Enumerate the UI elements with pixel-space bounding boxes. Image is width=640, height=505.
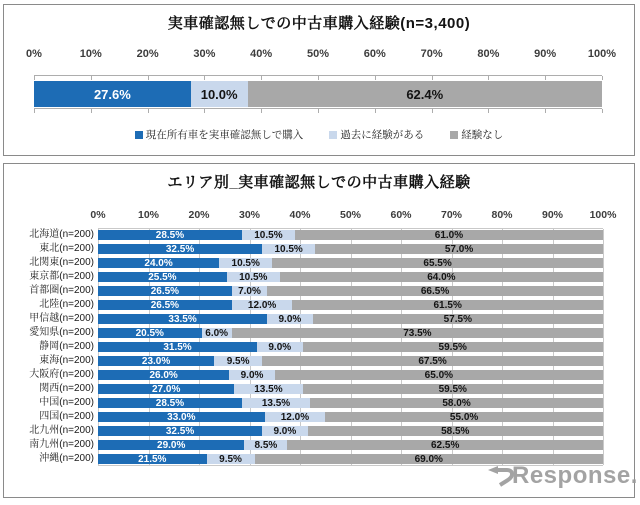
x-axis-tick-label: 80%	[491, 209, 513, 221]
bar-value-label: 33.0%	[167, 411, 196, 423]
category-label: 北九州(n=200)	[29, 425, 94, 436]
stacked-bar	[98, 356, 603, 366]
stacked-bar	[98, 230, 603, 240]
stacked-bar	[98, 328, 603, 338]
gridline	[603, 229, 604, 465]
bar-segment	[98, 342, 257, 352]
legend-swatch	[450, 131, 458, 139]
bar-segment	[98, 440, 244, 450]
legend-swatch	[329, 131, 337, 139]
category-label: 北関東(n=200)	[29, 257, 94, 268]
bar-value-label: 55.0%	[449, 411, 479, 423]
bar-segment	[98, 244, 262, 254]
bar-segment	[295, 230, 603, 240]
axis-tick-mark	[34, 76, 35, 80]
axis-tick-mark	[148, 76, 149, 80]
category-label: 静岡(n=200)	[39, 341, 94, 352]
x-axis-tick-label: 70%	[440, 209, 463, 221]
area-chart-panel	[3, 163, 635, 498]
bar-value-label: 58.5%	[441, 425, 470, 437]
category-label: 北海道(n=200)	[29, 229, 94, 240]
table-row	[98, 256, 603, 270]
category-label: 甲信越(n=200)	[29, 313, 94, 324]
bar-segment	[98, 370, 229, 380]
axis-tick-mark	[204, 76, 205, 80]
watermark-text: Response.	[512, 462, 638, 489]
category-label: 東北(n=200)	[39, 243, 94, 254]
bar-segment	[229, 370, 274, 380]
bar-value-label: 57.0%	[444, 243, 474, 255]
bar-value-label: 61.0%	[434, 229, 464, 241]
axis-tick-mark	[261, 76, 262, 80]
table-row	[98, 312, 603, 326]
legend-swatch	[135, 131, 143, 139]
bar-segment	[98, 398, 242, 408]
bar-value-label: 65.0%	[424, 369, 454, 381]
bar-value-label: 33.5%	[168, 313, 197, 325]
bar-segment	[275, 370, 603, 380]
bar-value-label: 7.0%	[238, 285, 261, 297]
bar-segment	[244, 440, 287, 450]
category-label: 南九州(n=200)	[29, 439, 94, 450]
x-axis-tick-label: 10%	[137, 209, 160, 221]
stacked-bar	[98, 398, 603, 408]
bar-segment	[98, 258, 219, 268]
category-label: 沖縄(n=200)	[39, 453, 94, 464]
table-row	[98, 424, 603, 438]
table-row	[98, 326, 603, 340]
bar-value-label: 21.5%	[138, 453, 167, 465]
bar-segment	[98, 272, 227, 282]
bar-segment	[227, 272, 280, 282]
x-axis-tick-label: 40%	[250, 48, 273, 60]
bar-segment	[265, 412, 326, 422]
bar-value-label: 28.5%	[155, 397, 185, 409]
bar-value-label: 23.0%	[141, 355, 171, 367]
bar-segment	[232, 328, 603, 338]
bar-segment	[262, 244, 315, 254]
axis-tick-mark	[488, 109, 489, 113]
category-label: 四国(n=200)	[39, 411, 94, 422]
category-label: 愛知県(n=200)	[29, 327, 94, 338]
stacked-bar	[98, 412, 603, 422]
bar-value-label: 9.0%	[278, 313, 302, 325]
axis-tick-mark	[148, 109, 149, 113]
stacked-bar	[98, 342, 603, 352]
axis-tick-mark	[545, 109, 546, 113]
axis-tick-mark	[204, 109, 205, 113]
category-label: 大阪府(n=200)	[29, 369, 94, 380]
bar-value-label: 10.5%	[239, 271, 268, 283]
axis-tick-mark	[91, 76, 92, 80]
bar-segment	[98, 356, 214, 366]
bar-value-label: 26.0%	[149, 369, 178, 381]
bar-segment	[98, 426, 262, 436]
category-axis	[4, 228, 94, 466]
x-axis-tick-label: 60%	[390, 209, 412, 221]
bar-segment	[191, 81, 248, 107]
table-row	[98, 396, 603, 410]
bar-value-label: 6.0%	[205, 327, 229, 339]
bar-segment	[280, 272, 603, 282]
bar-value-label: 32.5%	[165, 243, 195, 255]
stacked-bar	[98, 370, 603, 380]
stacked-bar	[98, 244, 603, 254]
table-row	[98, 284, 603, 298]
category-label: 北陸(n=200)	[39, 299, 94, 310]
bar-value-label: 29.0%	[157, 439, 186, 451]
bar-segment	[242, 398, 310, 408]
bar-segment	[310, 398, 603, 408]
bar-segment	[98, 300, 232, 310]
bar-value-label: 59.5%	[438, 383, 467, 395]
x-axis-tick-label: 40%	[289, 209, 311, 221]
bar-value-label: 27.0%	[151, 383, 181, 395]
axis-tick-mark	[34, 109, 35, 113]
x-axis-tick-label: 100%	[589, 209, 617, 221]
x-axis-tick-label: 20%	[136, 48, 159, 60]
table-row	[98, 340, 603, 354]
table-row	[98, 368, 603, 382]
legend-item	[329, 127, 424, 142]
x-axis-tick-label: 80%	[477, 48, 500, 60]
bar-value-label: 9.5%	[226, 355, 250, 367]
bar-value-label: 26.5%	[150, 299, 180, 311]
axis-line-top	[34, 75, 602, 76]
bar-value-label: 59.5%	[438, 341, 467, 353]
bar-segment	[207, 454, 255, 464]
axis-tick-mark	[602, 76, 603, 80]
overall-chart-title: 実車確認無しでの中古車購入経験(n=3,400)	[167, 15, 471, 32]
overall-chart-panel	[3, 4, 635, 156]
table-row	[98, 270, 603, 284]
legend-label: 現在所有車を実車確認無しで購入	[145, 129, 304, 141]
bar-segment	[242, 230, 295, 240]
bar-segment	[262, 426, 307, 436]
stacked-bar	[98, 440, 603, 450]
bar-value-label: 65.5%	[423, 257, 452, 269]
bar-value-label: 69.0%	[414, 453, 443, 465]
bar-value-label: 31.5%	[163, 341, 192, 353]
x-axis-tick-label: 60%	[363, 48, 386, 60]
category-label: 東海(n=200)	[39, 355, 94, 366]
x-axis-tick-label: 50%	[339, 209, 362, 221]
bar-segment	[287, 440, 603, 450]
bar-value-label: 58.0%	[442, 397, 471, 409]
bar-segment	[292, 300, 603, 310]
bar-segment	[219, 258, 272, 268]
legend-label: 経験なし	[461, 129, 504, 141]
bar-value-label: 9.0%	[240, 369, 264, 381]
table-row	[98, 382, 603, 396]
bar-segment	[315, 244, 603, 254]
bar-value-label: 25.5%	[148, 271, 177, 283]
bar-value-label: 10.5%	[274, 243, 303, 255]
bar-segment	[214, 356, 262, 366]
bar-segment	[98, 314, 267, 324]
category-label: 中国(n=200)	[39, 397, 94, 408]
x-axis-tick-label: 90%	[541, 209, 564, 221]
bar-value-label: 10.5%	[231, 257, 260, 269]
bar-segment	[262, 356, 603, 366]
x-axis-labels	[26, 48, 617, 61]
x-axis-tick-label: 0%	[90, 209, 106, 221]
bar-segment	[303, 384, 603, 394]
bar-segment	[303, 342, 603, 352]
bar-value-label: 32.5%	[165, 425, 195, 437]
bar-value-label: 57.5%	[443, 313, 472, 325]
stacked-bar	[98, 272, 603, 282]
stacked-bar	[98, 384, 603, 394]
bar-value-label: 13.5%	[254, 383, 283, 395]
stacked-bar	[98, 426, 603, 436]
bar-segment	[257, 342, 302, 352]
bar-segment	[308, 426, 603, 436]
axis-line-bottom	[34, 108, 602, 109]
table-row	[98, 242, 603, 256]
bar-segment	[232, 300, 293, 310]
bar-segment	[98, 230, 242, 240]
axis-tick-mark	[91, 109, 92, 113]
bar-value-label: 8.5%	[254, 439, 278, 451]
bar-value-label: 12.0%	[247, 299, 277, 311]
bar-segment	[234, 384, 302, 394]
x-axis-labels	[90, 209, 617, 222]
bar-value-label: 62.4%	[406, 86, 444, 102]
axis-tick-mark	[375, 76, 376, 80]
response-watermark	[486, 462, 638, 490]
category-label: 首都圏(n=200)	[29, 285, 94, 296]
bar-segment	[98, 328, 202, 338]
bar-value-label: 9.0%	[268, 341, 292, 353]
bar-value-label: 28.5%	[155, 229, 185, 241]
legend-label: 過去に経験がある	[340, 129, 425, 141]
bar-value-label: 64.0%	[427, 271, 456, 283]
legend	[4, 127, 634, 142]
x-axis-tick-label: 90%	[534, 48, 557, 60]
axis-tick-mark	[375, 109, 376, 113]
area-chart-title: エリア別_実車確認無しでの中古車購入経験	[167, 174, 471, 191]
bar-value-label: 67.5%	[418, 355, 447, 367]
x-axis-tick-label: 30%	[238, 209, 261, 221]
axis-tick-mark	[432, 109, 433, 113]
stacked-bar-rows	[98, 228, 603, 466]
bar-segment	[34, 81, 191, 107]
x-axis-tick-label: 50%	[306, 48, 330, 60]
bar-segment	[98, 412, 265, 422]
stacked-bar	[98, 314, 603, 324]
category-label: 関西(n=200)	[39, 383, 94, 394]
bar-value-label: 24.0%	[144, 257, 173, 269]
stacked-bar	[98, 286, 603, 296]
category-label: 東京都(n=200)	[29, 271, 94, 282]
stacked-bar	[98, 300, 603, 310]
table-row	[98, 298, 603, 312]
legend-item	[135, 127, 304, 142]
bar-value-label: 9.5%	[219, 453, 242, 465]
bar-value-label: 10.5%	[254, 229, 283, 241]
bar-segment	[202, 328, 232, 338]
bar-segment	[272, 258, 603, 268]
axis-tick-mark	[318, 76, 319, 80]
stacked-bar	[98, 258, 603, 268]
bar-segment	[325, 412, 603, 422]
bar-segment	[98, 286, 232, 296]
table-row	[98, 438, 603, 452]
bar-segment	[267, 286, 603, 296]
bar-value-label: 66.5%	[420, 285, 450, 297]
axis-tick-mark	[261, 109, 262, 113]
table-row	[98, 354, 603, 368]
bar-value-label: 12.0%	[280, 411, 310, 423]
bar-value-label: 10.0%	[200, 86, 238, 102]
overall-stacked-bar	[34, 81, 602, 107]
x-axis-tick-label: 70%	[420, 48, 443, 60]
bar-value-label: 13.5%	[261, 397, 291, 409]
axis-tick-mark	[432, 76, 433, 80]
table-row	[98, 410, 603, 424]
axis-tick-mark	[602, 109, 603, 113]
bar-value-label: 62.5%	[430, 439, 460, 451]
bar-value-label: 73.5%	[403, 327, 432, 339]
bar-segment	[98, 454, 207, 464]
bar-value-label: 61.5%	[433, 299, 462, 311]
x-axis-tick-label: 100%	[587, 48, 617, 60]
x-axis-tick-label: 10%	[79, 48, 102, 60]
legend-item	[450, 127, 503, 142]
x-axis-tick-label: 0%	[26, 48, 42, 60]
x-axis-tick-label: 20%	[188, 209, 210, 221]
bar-segment	[232, 286, 267, 296]
bar-value-label: 27.6%	[93, 86, 131, 102]
bar-segment	[313, 314, 603, 324]
bar-value-label: 26.5%	[150, 285, 180, 297]
bar-value-label: 9.0%	[273, 425, 297, 437]
bar-value-label: 20.5%	[135, 327, 164, 339]
table-row	[98, 228, 603, 242]
bar-segment	[98, 384, 234, 394]
axis-tick-mark	[545, 76, 546, 80]
axis-tick-mark	[488, 76, 489, 80]
bar-segment	[248, 81, 602, 107]
x-axis-tick-label: 30%	[193, 48, 216, 60]
bar-segment	[267, 314, 312, 324]
axis-tick-mark	[318, 109, 319, 113]
